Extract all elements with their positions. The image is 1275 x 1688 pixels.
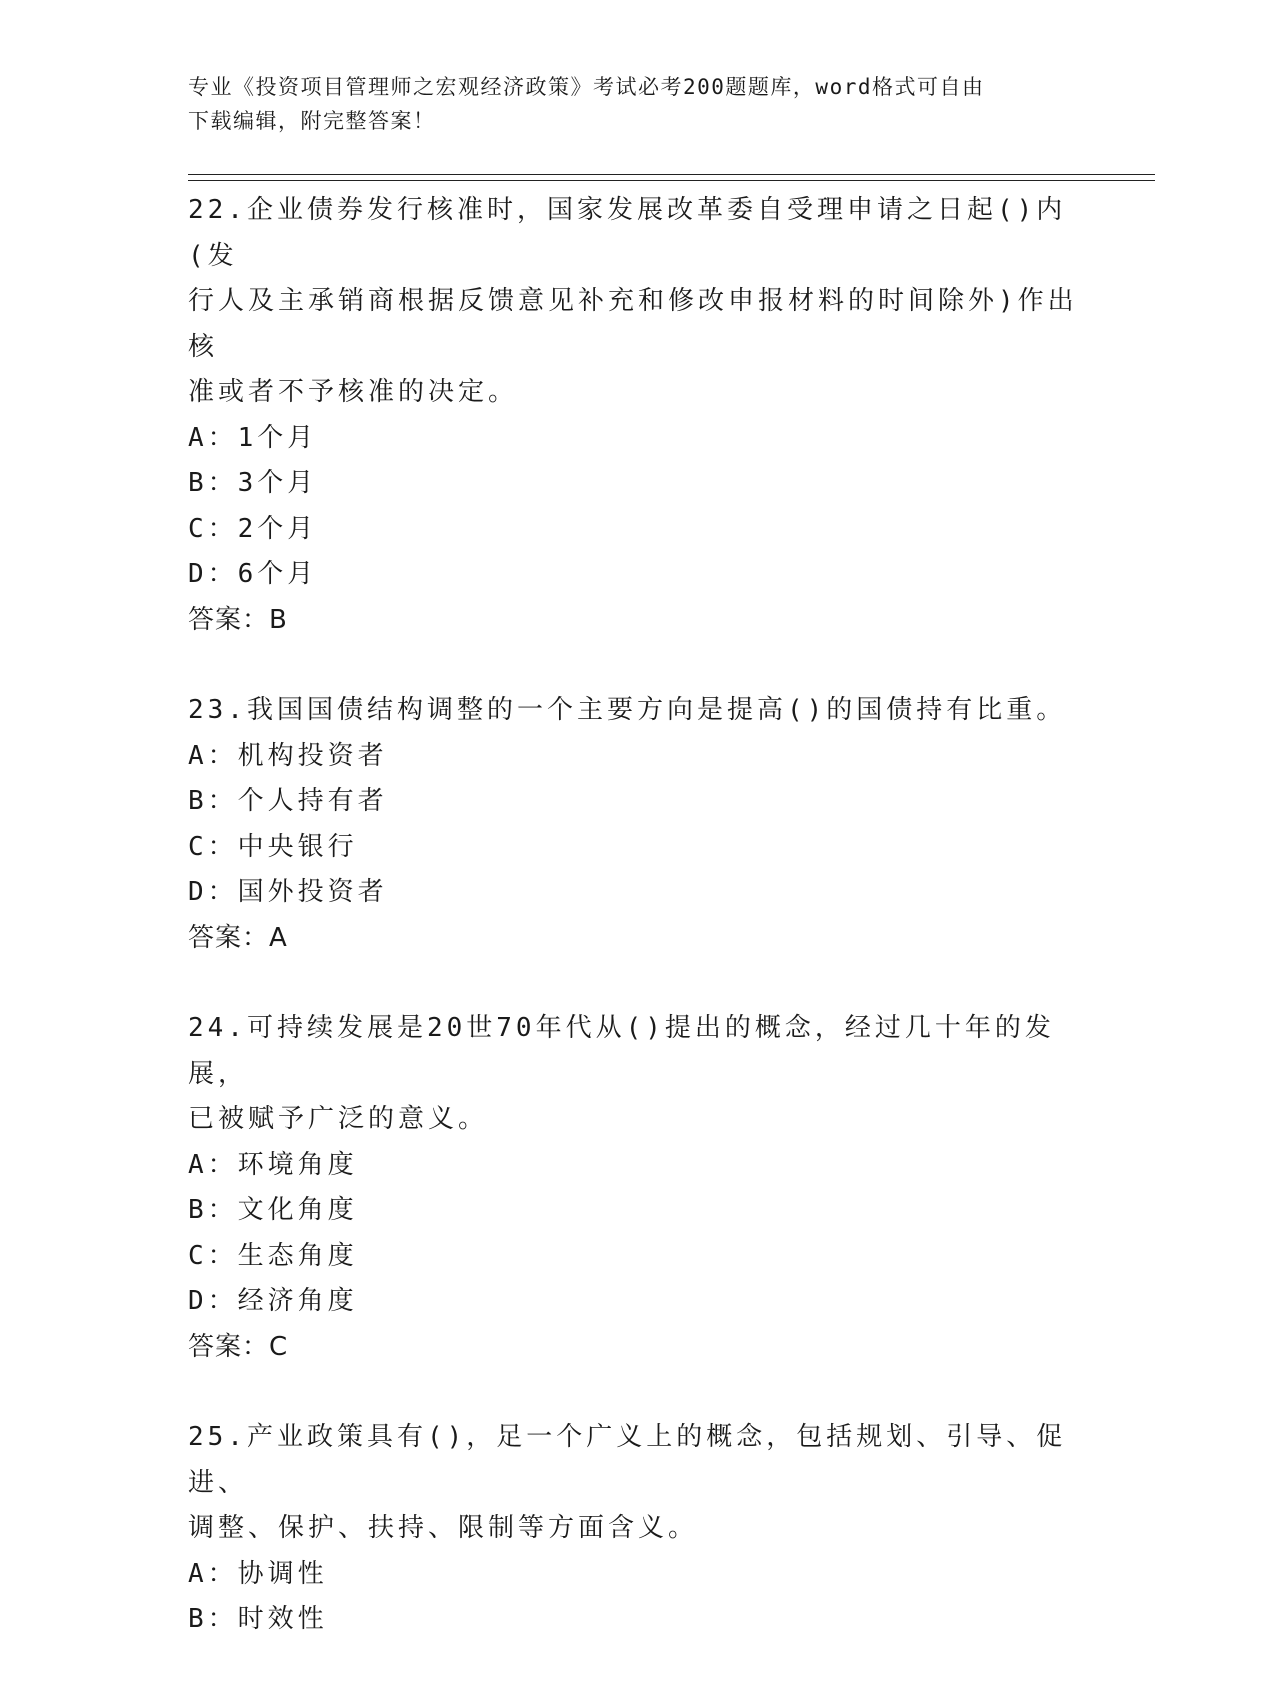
option-b: B：个人持有者 (188, 786, 388, 816)
header-divider-top (188, 174, 1155, 175)
header-line-1: 专业《投资项目管理师之宏观经济政策》考试必考200题题库，word格式可自由 (188, 75, 985, 99)
question-22 (188, 188, 1088, 643)
option-b: B：文化角度 (188, 1195, 358, 1225)
question-stem-line: 行人及主承销商根据反馈意见补充和修改申报材料的时间除外)作出核 (188, 286, 1078, 362)
option-a: A：1个月 (188, 422, 318, 453)
option-d: D：经济角度 (188, 1286, 358, 1316)
option-d: D：国外投资者 (188, 877, 388, 907)
question-list (188, 188, 1088, 1688)
option-b: B：时效性 (188, 1604, 328, 1634)
answer-line: 答案：B (188, 604, 288, 635)
option-c: C：2个月 (188, 513, 318, 544)
question-stem-line: 已被赋予广泛的意义。 (188, 1104, 489, 1134)
question-stem-line: 准或者不予核准的决定。 (188, 377, 519, 407)
question-stem-line: 23.我国国债结构调整的一个主要方向是提高()的国债持有比重。 (188, 695, 1067, 725)
answer-line: 答案：A (188, 922, 288, 953)
header-line-2: 下载编辑，附完整答案！ (188, 109, 436, 133)
answer-line: 答案：C (188, 1331, 289, 1362)
question-24 (188, 1006, 1088, 1370)
option-d: D：6个月 (188, 559, 318, 589)
question-stem-line: 调整、保护、扶持、限制等方面含义。 (188, 1513, 699, 1543)
question-stem-line: 22.企业债券发行核准时，国家发展改革委自受理申请之日起()内(发 (188, 195, 1067, 271)
question-stem-line: 25.产业政策具有()，足一个广义上的概念，包括规划、引导、促进、 (188, 1422, 1067, 1498)
document-header (188, 70, 1068, 138)
option-c: C：生态角度 (188, 1240, 358, 1271)
header-divider-bottom (188, 180, 1155, 181)
option-a: A：协调性 (188, 1558, 328, 1589)
question-23 (188, 688, 1088, 961)
option-c: C：中央银行 (188, 831, 358, 862)
option-b: B：3个月 (188, 468, 318, 498)
option-a: A：机构投资者 (188, 740, 388, 771)
question-stem-line: 24.可持续发展是20世70年代从()提出的概念，经过几十年的发展， (188, 1013, 1055, 1089)
option-a: A：环境角度 (188, 1149, 358, 1180)
question-25 (188, 1415, 1088, 1643)
